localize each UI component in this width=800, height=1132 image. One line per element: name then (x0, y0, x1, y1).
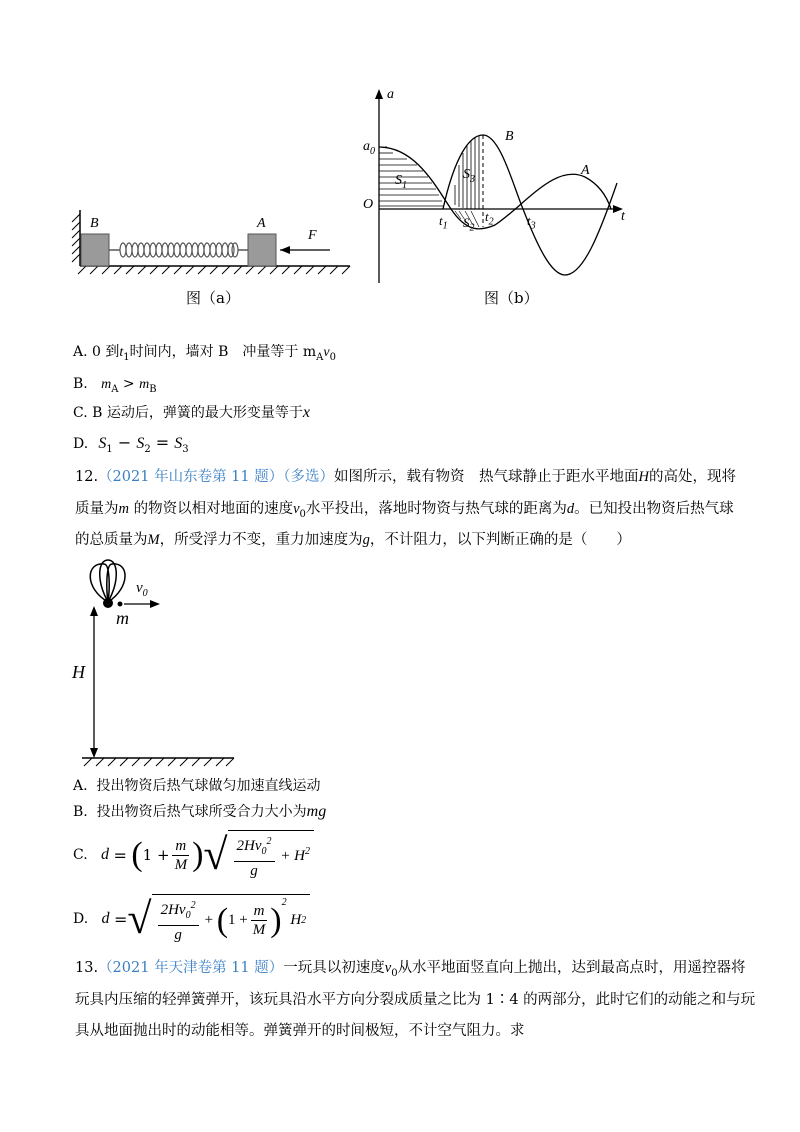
label-s1: $S_1$ (395, 173, 407, 191)
label-force-f: F (308, 228, 317, 243)
label-t1: $t_1$ (439, 213, 448, 232)
q12-option-a: A. 投出物资后热气球做匀加速直线运动 (73, 778, 321, 794)
q11-option-c: C. B 运动后，弹簧的最大形变量等于x (73, 404, 310, 421)
q13-line-3: 具从地面抛出时的动能相等。弹簧弹开的时间极短，不计空气阻力。求 (75, 1023, 525, 1039)
spring (120, 243, 238, 257)
balloon-figure (70, 558, 250, 768)
curve-b (443, 135, 617, 275)
label-axis-a: a (387, 87, 394, 102)
label-axis-t: t (621, 209, 625, 224)
label-t3: $t_3$ (527, 213, 536, 232)
q12-option-d: D. d = √ $\frac{2Hv_0^2}{g}$ + ( 1 + $\frac{m}{M}$ ) $^2$ H 2 (73, 890, 310, 948)
label-t2: $t_2$ (485, 209, 494, 228)
balloon-diagram (70, 558, 250, 768)
q12-option-c: C. d = ( 1 + $\frac{m}{M}$ ) √ $\frac{2Hv_0^2}{g}$ + $H^2$ (73, 826, 314, 884)
label-h: H (72, 662, 85, 682)
q11-option-a: A. 0 到$t_1$时间内，墙对 B 冲量等于 $m_Av_0$ (73, 344, 336, 363)
q12-option-b: B. 投出物资后热气球所受合力大小为mg (73, 803, 327, 820)
q13-line-1: 13.（2021 年天津卷第 11 题）一玩具以初速度$v_0$从水平地面竖直向上抛出，达到最高点时，用遥控器将 (75, 960, 746, 979)
caption-fig-b: 图（b） (484, 289, 539, 307)
q12-line-2: 质量为m 的物资以相对地面的速度$v_0$水平投出，落地时物资与热气球的距离为d。已知投出物资后热气球 (75, 501, 734, 520)
label-s2: $S_2$ (463, 215, 475, 234)
q12-line-3: 的总质量为M，所受浮力不变，重力加速度为g，不计阻力，以下判断正确的是（ ） (75, 532, 631, 548)
label-origin: O (363, 197, 374, 212)
area-s1 (379, 153, 444, 206)
q11-option-b: B. $m_A > m_B$ (73, 376, 157, 395)
label-block-b: B (90, 216, 99, 231)
q13-line-2: 玩具内压缩的轻弹簧弹开，该玩具沿水平方向分裂成质量之比为 1∶4 的两部分，此时它们的动能之和与玩 (75, 992, 756, 1008)
label-v0: $v_0$ (136, 580, 148, 599)
figure-b (355, 85, 645, 290)
label-curve-b: B (505, 129, 514, 144)
curve-a (379, 147, 611, 229)
label-curve-a: A (581, 163, 590, 178)
label-s3: $S_3$ (463, 167, 475, 185)
label-a0: $a_0$ (363, 139, 375, 157)
block-b (81, 234, 109, 266)
label-block-a: A (257, 216, 266, 231)
label-m: m (116, 608, 129, 628)
q12-line-1: 12.（2021 年山东卷第 11 题）（多选）如图所示，载有物资 热气球静止于距水平地面H的高处，现将 (75, 469, 736, 485)
caption-fig-a: 图（a） (186, 289, 240, 307)
q11-option-d: D. $S_1 - S_2 = S_3$ (73, 433, 189, 456)
block-a (248, 234, 276, 266)
